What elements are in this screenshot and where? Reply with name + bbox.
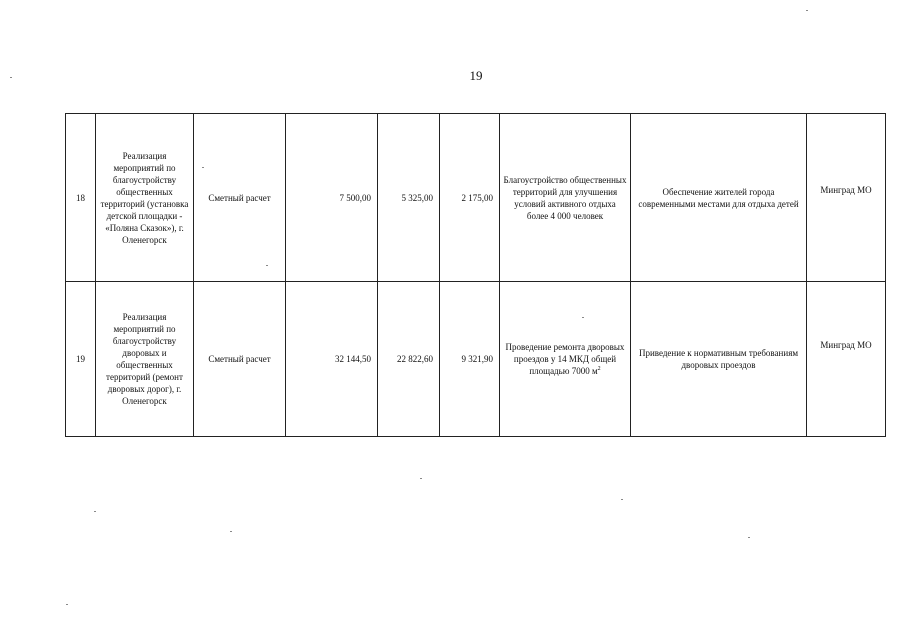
row-index: 19 [66, 282, 96, 437]
total-amount-cell: 32 144,50 [286, 282, 378, 437]
responsible-cell [807, 282, 886, 437]
scan-speck [806, 10, 808, 11]
basis-cell: Сметный расчет [194, 282, 286, 437]
amount-2-cell: 2 175,00 [440, 114, 500, 282]
scan-speck [748, 537, 750, 538]
amount-1-cell: 22 822,60 [378, 282, 440, 437]
scan-speck [621, 499, 623, 500]
scan-speck [10, 77, 12, 78]
activity-cell: Реализация мероприятий по благоустройству общественных территорий (установка детской площадки - «Поляна Сказок»), г. Оленегорск [96, 114, 194, 282]
goal-cell: Обеспечение жителей города современными местами для отдыха детей [631, 114, 807, 282]
result-cell: Благоустройство общественных территорий для улучшения условий активного отдыха более 4 000 человек [500, 114, 631, 282]
responsible-label: Минград МО [820, 340, 872, 350]
table-row [66, 114, 886, 282]
area-unit-superscript: 2 [597, 366, 601, 372]
scan-speck [94, 511, 96, 512]
responsible-cell [807, 114, 886, 282]
row-index: 18 [66, 114, 96, 282]
table-row [66, 282, 886, 437]
amount-2-cell: 9 321,90 [440, 282, 500, 437]
scan-speck [66, 604, 68, 605]
scan-speck [420, 478, 422, 479]
page-number: 19 [469, 68, 483, 83]
goal-cell: Приведение к нормативным требованиям дворовых проездов [631, 282, 807, 437]
scan-speck [266, 265, 268, 266]
activity-cell: Реализация мероприятий по благоустройству дворовых и общественных территорий (ремонт дворовых дорог), г. Оленегорск [96, 282, 194, 437]
result-cell [500, 282, 631, 437]
amount-1-cell: 5 325,00 [378, 114, 440, 282]
total-amount-cell: 7 500,00 [286, 114, 378, 282]
budget-table [65, 113, 886, 437]
basis-cell: Сметный расчет [194, 114, 286, 282]
scan-speck [582, 317, 584, 318]
scan-speck [230, 531, 232, 532]
scan-speck [202, 167, 204, 168]
result-text: Проведение ремонта дворовых проездов у 14 МКД общей площадью 7000 м [505, 342, 625, 376]
responsible-label: Минград МО [820, 185, 872, 195]
